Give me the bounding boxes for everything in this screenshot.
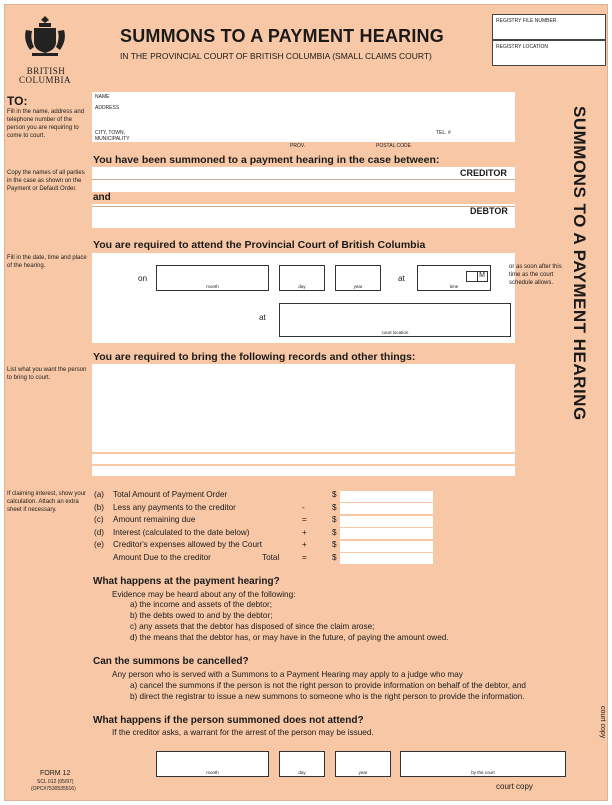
cancel-info-item-a: a) cancel the summons if the person is not the right person to provide information on behalf of the debtor, and [130, 681, 526, 690]
interest-row-label: Amount Due to the creditor [113, 552, 211, 562]
to-address-block[interactable] [92, 92, 515, 142]
time-caption: time [449, 284, 459, 289]
form-code-1: SCL 012 (05/97) [37, 779, 74, 785]
signed-month-field[interactable] [156, 751, 269, 777]
prov-label: PROV. [290, 143, 306, 149]
meridiem-label: M [479, 272, 485, 279]
interest-row-operator: = [302, 552, 307, 562]
parties-instructions: Copy the names of all parties in the case as shown on the Payment or Default Order. [7, 170, 85, 192]
interest-row-amount-field[interactable] [340, 528, 433, 539]
records-heading: You are required to bring the following records and other things: [93, 351, 416, 363]
records-field[interactable] [92, 364, 515, 452]
footer-year-caption: year [358, 770, 368, 775]
crest-icon [20, 12, 70, 70]
interest-row-currency: $ [332, 540, 337, 549]
form-number: FORM 12 [40, 770, 71, 777]
cancel-info-item-b: b) direct the registrar to issue a new summons to someone who is the right person to provide the information. [130, 692, 525, 701]
cancel-info-heading: Can the summons be cancelled? [93, 656, 249, 667]
postal-code-label: POSTAL CODE [376, 143, 412, 149]
interest-row-label: Creditor's expenses allowed by the Court [113, 540, 263, 549]
interest-row-label: Interest (calculated to the date below) [113, 527, 250, 537]
records-instructions: List what you want the person to bring to court. [7, 367, 87, 381]
bc-crest-logo [20, 12, 70, 70]
day-caption: day [298, 284, 306, 289]
by-the-court-field[interactable] [400, 751, 566, 777]
registry-file-label: REGISTRY FILE NUMBER [496, 18, 557, 24]
court-copy-label: court copy [496, 782, 533, 791]
interest-row-label: Amount remaining due [113, 515, 196, 524]
footer-day-caption: day [298, 770, 306, 775]
interest-row-letter: (d) [94, 527, 105, 537]
soon-note: or as soon after this time as the court schedule allows. [509, 264, 562, 286]
interest-row-amount-field[interactable] [340, 541, 433, 552]
hearing-info-item-a: a) the income and assets of the debtor; [130, 600, 273, 609]
debtor-divider [92, 206, 515, 207]
location-caption: court location [381, 330, 409, 335]
interest-row-operator: - [302, 502, 305, 512]
interest-row-amount-field[interactable] [340, 553, 433, 564]
interest-row-label: Less any payments to the creditor [113, 502, 236, 512]
interest-row-letter: (c) [94, 515, 104, 524]
page-subtitle: IN THE PROVINCIAL COURT OF BRITISH COLUMBIA (SMALL CLAIMS COURT) [120, 51, 432, 61]
and-label: and [93, 192, 111, 203]
registry-location-field[interactable] [492, 40, 606, 66]
interest-row-letter: (a) [94, 490, 105, 499]
name-label: NAME [95, 94, 110, 100]
creditor-divider [92, 179, 515, 180]
creditor-label: CREDITOR [460, 168, 507, 178]
hearing-info-heading: What happens at the payment hearing? [93, 576, 280, 587]
at2-label: at [259, 313, 266, 322]
signed-year-field[interactable] [335, 751, 391, 777]
signed-day-field[interactable] [279, 751, 325, 777]
interest-row-label: Total Amount of Payment Order [113, 490, 228, 499]
interest-row-letter: (e) [94, 540, 105, 549]
interest-row-operator: + [302, 540, 307, 549]
hearing-time-field[interactable] [417, 265, 491, 291]
registry-file-number-field[interactable] [492, 14, 606, 40]
hearing-info-item-c: c) any assets that the debtor has disposed of since the claim arose; [130, 622, 375, 631]
on-label: on [138, 274, 148, 283]
interest-row-operator: = [302, 515, 307, 524]
month-caption: month [206, 284, 219, 289]
interest-row-currency: $ [332, 515, 337, 524]
at-label: at [398, 274, 405, 283]
interest-row-currency: $ [332, 527, 337, 537]
debtor-label: DEBTOR [470, 206, 508, 216]
page-title: SUMMONS TO A PAYMENT HEARING [120, 26, 444, 46]
interest-row-total: Total [262, 552, 280, 562]
attend-instructions: Fill in the date, time and place of the hearing. [7, 255, 87, 269]
absent-info-heading: What happens if the person summoned does not attend? [93, 715, 364, 726]
interest-row-amount-field[interactable] [340, 516, 433, 527]
interest-row-currency: $ [332, 552, 337, 562]
hearing-info-intro: Evidence may be heard about any of the following: [112, 590, 296, 599]
city-label: CITY, TOWN, MUNICIPALITY [95, 130, 130, 142]
interest-row-amount-field[interactable] [340, 503, 433, 514]
hearing-info-item-d: d) the means that the debtor has, or may have in the future, of paying the amount owed. [130, 633, 449, 642]
year-caption: year [353, 284, 363, 289]
court-location-field[interactable] [279, 303, 511, 337]
hearing-info-item-b: b) the debts owed to and by the debtor; [130, 611, 273, 620]
hearing-day-field[interactable] [279, 265, 325, 291]
tel-label: TEL. # [436, 130, 451, 136]
footer-month-caption: month [206, 770, 219, 775]
form-code-2: (OPC#7530535516) [31, 786, 76, 792]
address-label: ADDRESS [95, 105, 120, 111]
meridiem-box[interactable] [466, 271, 488, 282]
records-line-1[interactable] [92, 454, 515, 464]
logo-text-line1: BRITISH [26, 66, 66, 76]
records-line-2[interactable] [92, 466, 515, 476]
registry-location-label: REGISTRY LOCATION [496, 44, 548, 50]
interest-row-currency: $ [332, 502, 337, 512]
to-instructions: Fill in the name, address and telephone number of the person you are requiring to come to court. [7, 109, 85, 139]
meridiem-divider [477, 272, 478, 281]
interest-row-letter: (b) [94, 502, 105, 512]
to-heading: TO: [7, 94, 28, 108]
interest-row-operator: + [302, 527, 307, 537]
cancel-info-intro: Any person who is served with a Summons to a Payment Hearing may apply to a judge who may [112, 670, 463, 679]
by-court-caption: by the court [471, 770, 495, 775]
logo-text-line2: COLUMBIA [18, 75, 71, 85]
interest-row-amount-field[interactable] [340, 491, 433, 502]
interest-row-currency: $ [332, 490, 337, 499]
parties-heading: You have been summoned to a payment hearing in the case between: [93, 154, 440, 166]
hearing-month-field[interactable] [156, 265, 269, 291]
absent-info-text: If the creditor asks, a warrant for the arrest of the person may be issued. [112, 728, 374, 737]
attend-heading: You are required to attend the Provincial Court of British Columbia [93, 239, 426, 251]
interest-instructions: If claiming interest, show your calculation. Attach an extra sheet if necessary. [7, 491, 87, 513]
debtor-name-field[interactable] [92, 204, 515, 228]
hearing-year-field[interactable] [335, 265, 381, 291]
